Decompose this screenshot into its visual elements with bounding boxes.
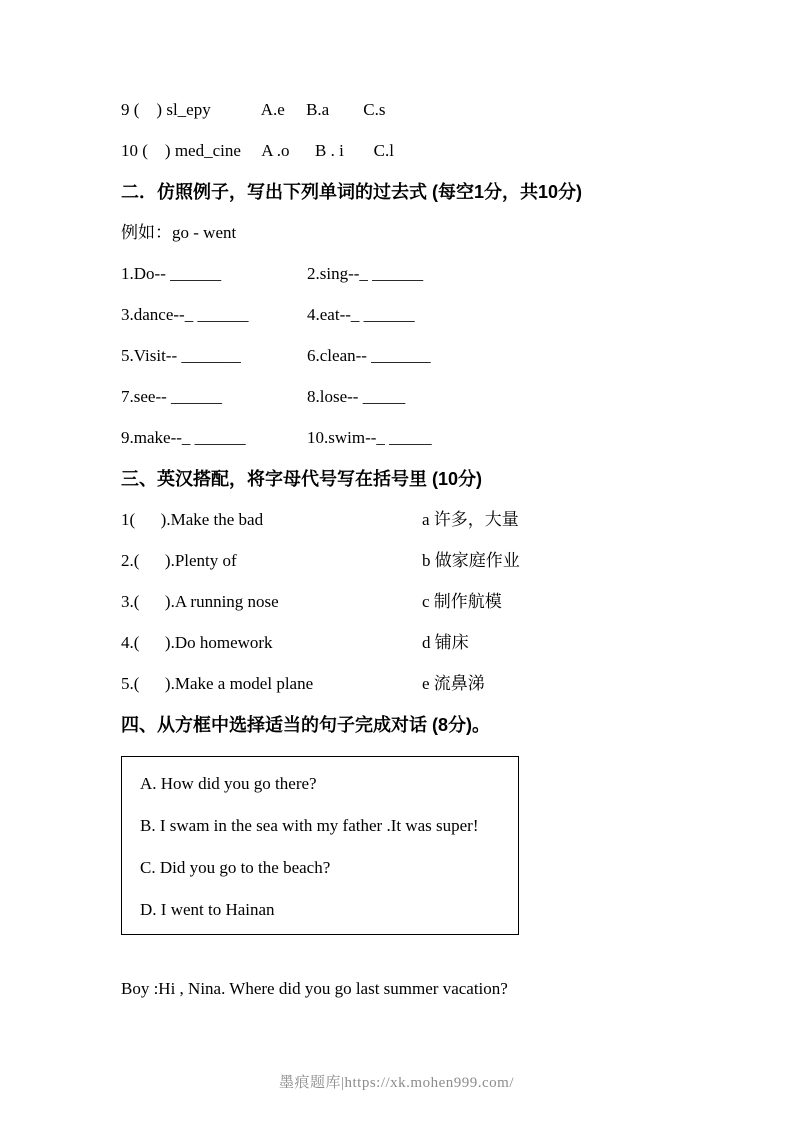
past-tense-item-6: 6.clean-- _______ [307,346,431,365]
match-chinese-a: a 许多，大量 [422,510,519,529]
match-row [121,674,703,693]
past-tense-item-9: 9.make--_ ______ [121,428,246,447]
box-option-b: B. I swam in the sea with my father .It was super! [140,816,479,835]
past-tense-item-7: 7.see-- ______ [121,387,223,406]
section3-heading: 三、英汉搭配，将字母代号写在括号里 (10分) [121,469,483,489]
box-option-d: D. I went to Hainan [140,900,275,919]
match-english-1: 1( ).Make the bad [121,510,264,529]
match-chinese-c: c 制作航模 [422,592,502,611]
match-chinese-d: d 铺床 [422,633,469,652]
past-tense-row [121,428,703,447]
match-row [121,633,703,652]
dialogue-first-line: Boy :Hi , Nina. Where did you go last summer vacation? [121,979,508,998]
past-tense-item-4: 4.eat--_ ______ [307,305,415,324]
past-tense-item-3: 3.dance--_ ______ [121,305,249,324]
match-row [121,510,703,529]
past-tense-item-10: 10.swim--_ _____ [307,428,432,447]
watermark-footer [0,1071,793,1092]
past-tense-item-1: 1.Do-- ______ [121,264,222,283]
past-tense-row [121,346,703,365]
section2-heading: 二．仿照例子，写出下列单词的过去式 (每空1分，共10分) [121,182,583,202]
past-tense-item-5: 5.Visit-- _______ [121,346,241,365]
past-tense-item-2: 2.sing--_ ______ [307,264,424,283]
match-english-4: 4.( ).Do homework [121,633,273,652]
past-tense-row [121,305,703,324]
match-english-3: 3.( ).A running nose [121,592,279,611]
past-tense-row [121,264,703,283]
match-row [121,592,703,611]
section2-example: 例如：go - went [121,223,237,242]
match-chinese-e: e 流鼻涕 [422,674,485,693]
match-english-5: 5.( ).Make a model plane [121,674,314,693]
past-tense-row [121,387,703,406]
watermark-text: 墨痕题库|https://xk.mohen999.com/ [279,1075,514,1091]
question-10: 10 ( ) med_cine A .o B . i C.l [121,141,394,160]
match-chinese-b: b 做家庭作业 [422,551,520,570]
box-option-a: A. How did you go there? [140,774,317,793]
match-english-2: 2.( ).Plenty of [121,551,237,570]
match-row [121,551,703,570]
section4-heading: 四、从方框中选择适当的句子完成对话 (8分)。 [121,715,490,735]
box-option-c: C. Did you go to the beach? [140,858,331,877]
past-tense-item-8: 8.lose-- _____ [307,387,406,406]
sentence-options-box [121,756,519,935]
question-9: 9 ( ) sl_epy A.e B.a C.s [121,100,386,119]
